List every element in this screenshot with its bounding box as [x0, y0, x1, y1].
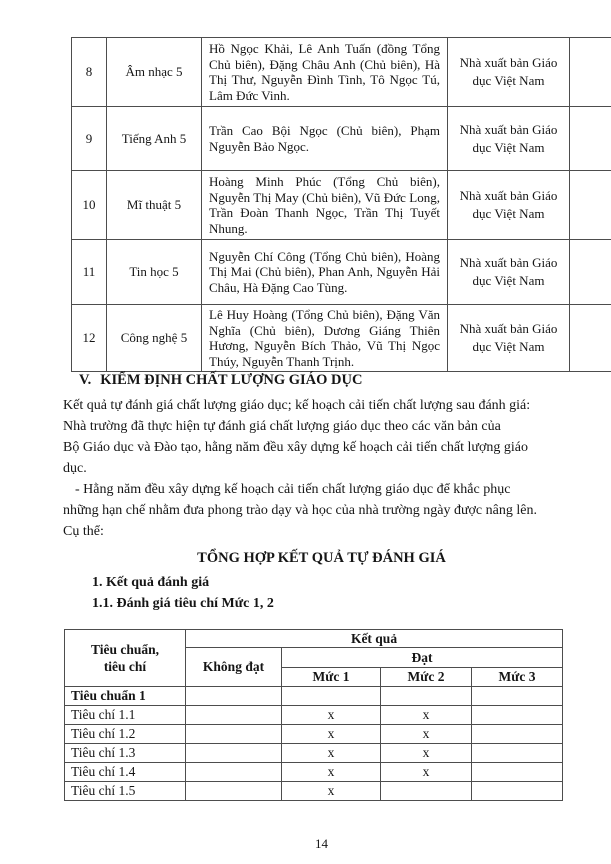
table-row [65, 706, 563, 725]
empty-cell [570, 171, 611, 240]
book-publisher: Nhà xuất bản Giáo dục Việt Nam [448, 305, 570, 372]
level-2-mark: x [381, 725, 472, 744]
book-authors: Nguyễn Chí Công (Tổng Chủ biên), Hoàng Thị Mai (Chủ biên), Phan Anh, Nguyễn Hải Châu, Hà Đặng Cao Tùng. [202, 240, 448, 305]
book-number: 11 [72, 240, 107, 305]
table-row [65, 763, 563, 782]
achieved-header: Đạt [282, 648, 563, 668]
level-2-mark: x [381, 763, 472, 782]
section-body [63, 395, 552, 542]
body-line: - Hằng năm đều xây dựng kế hoạch cải tiến chất lượng giáo dục để khắc phục [75, 482, 511, 497]
book-number: 9 [72, 107, 107, 171]
level-1-mark: x [282, 744, 381, 763]
book-authors: Hoàng Minh Phúc (Tổng Chủ biên), Nguyễn Thị May (Chủ biên), Vũ Đức Long, Trần Đoàn Thanh Ngọc, Trần Thị Tuyết Nhung. [202, 171, 448, 240]
criteria-label: Tiêu chí 1.2 [65, 725, 186, 744]
level-2-mark [381, 782, 472, 801]
body-line: Kết quả tự đánh giá chất lượng giáo dục; kế hoạch cải tiến chất lượng sau đánh giá: [63, 398, 531, 413]
criteria-header-line2: tiêu chí [103, 659, 147, 674]
body-line: Cụ thể: [63, 524, 104, 539]
not-achieved-mark [186, 744, 282, 763]
criteria-label: Tiêu chí 1.4 [65, 763, 186, 782]
books-table [71, 37, 611, 372]
book-number: 8 [72, 38, 107, 107]
results-table [64, 629, 563, 801]
not-achieved-mark [186, 706, 282, 725]
not-achieved-header: Không đạt [186, 648, 282, 687]
empty-cell [570, 240, 611, 305]
summary-subheading-1: 1. Kết quả đánh giá [92, 575, 210, 590]
book-subject: Công nghệ 5 [107, 305, 202, 372]
book-publisher: Nhà xuất bản Giáo dục Việt Nam [448, 107, 570, 171]
criteria-column-header [65, 630, 186, 687]
level-2-header: Mức 2 [381, 668, 472, 687]
book-authors: Hồ Ngọc Khải, Lê Anh Tuấn (đồng Tổng Chủ biên), Đặng Châu Anh (Chủ biên), Hà Thị Thư, Nguyễn Đình Tình, Tô Ngọc Tú, Lâm Đức Vinh. [202, 38, 448, 107]
book-authors: Lê Huy Hoàng (Tổng Chủ biên), Đặng Văn Nghĩa (Chủ biên), Dương Giáng Thiên Hương, Nguyễn Bích Thảo, Vũ Thị Ngọc Thúy, Nguyễn Thanh Trịnh. [202, 305, 448, 372]
book-number: 12 [72, 305, 107, 372]
level-2-mark: x [381, 744, 472, 763]
table-row [65, 782, 563, 801]
level-3-mark [472, 706, 563, 725]
criteria-label: Tiêu chí 1.1 [65, 706, 186, 725]
section-number: V. [79, 372, 92, 388]
criteria-label: Tiêu chí 1.5 [65, 782, 186, 801]
book-authors: Trần Cao Bội Ngọc (Chủ biên), Phạm Nguyễn Bảo Ngọc. [202, 107, 448, 171]
level-3-mark [472, 782, 563, 801]
level-1-mark [282, 687, 381, 706]
level-1-mark: x [282, 706, 381, 725]
not-achieved-mark [186, 687, 282, 706]
criteria-label: Tiêu chí 1.3 [65, 744, 186, 763]
empty-cell [570, 305, 611, 372]
section-title: KIỂM ĐỊNH CHẤT LƯỢNG GIÁO DỤC [100, 372, 363, 388]
summary-title: TỔNG HỢP KẾT QUẢ TỰ ĐÁNH GIÁ [197, 550, 446, 566]
table-row [72, 171, 611, 240]
book-subject: Tiếng Anh 5 [107, 107, 202, 171]
not-achieved-mark [186, 763, 282, 782]
table-row [65, 687, 563, 706]
book-subject: Âm nhạc 5 [107, 38, 202, 107]
level-1-mark: x [282, 763, 381, 782]
level-3-mark [472, 725, 563, 744]
book-publisher: Nhà xuất bản Giáo dục Việt Nam [448, 171, 570, 240]
empty-cell [570, 107, 611, 171]
level-1-mark: x [282, 782, 381, 801]
section-heading [79, 372, 362, 389]
level-3-header: Mức 3 [472, 668, 563, 687]
body-line: Nhà trường đã thực hiện tự đánh giá chất lượng giáo dục theo các văn bản của [63, 419, 501, 434]
criteria-header-line1: Tiêu chuẩn, [90, 642, 160, 657]
table-row [72, 240, 611, 305]
body-line: dục. [63, 461, 87, 476]
not-achieved-mark [186, 725, 282, 744]
body-line: những hạn chế nhằm đưa phong trào dạy và học của nhà trường ngày được nâng lên. [63, 503, 537, 518]
summary-subheading-2: 1.1. Đánh giá tiêu chí Mức 1, 2 [92, 596, 274, 611]
empty-cell [570, 38, 611, 107]
level-3-mark [472, 763, 563, 782]
book-number: 10 [72, 171, 107, 240]
result-group-header: Kết quả [186, 630, 563, 648]
table-row [72, 38, 611, 107]
body-line: Bộ Giáo dục và Đào tạo, hằng năm đều xây dựng kế hoạch cải tiến chất lượng giáo [63, 440, 528, 455]
level-1-mark: x [282, 725, 381, 744]
level-1-header: Mức 1 [282, 668, 381, 687]
table-row [72, 305, 611, 372]
book-publisher: Nhà xuất bản Giáo dục Việt Nam [448, 240, 570, 305]
table-row [72, 107, 611, 171]
book-publisher: Nhà xuất bản Giáo dục Việt Nam [448, 38, 570, 107]
book-subject: Mĩ thuật 5 [107, 171, 202, 240]
header-row [65, 630, 563, 648]
book-subject: Tin học 5 [107, 240, 202, 305]
level-3-mark [472, 687, 563, 706]
level-2-mark: x [381, 706, 472, 725]
table-row [65, 744, 563, 763]
page-number: 14 [315, 836, 328, 851]
table-row [65, 725, 563, 744]
not-achieved-mark [186, 782, 282, 801]
level-3-mark [472, 744, 563, 763]
level-2-mark [381, 687, 472, 706]
criteria-label: Tiêu chuẩn 1 [65, 687, 186, 706]
